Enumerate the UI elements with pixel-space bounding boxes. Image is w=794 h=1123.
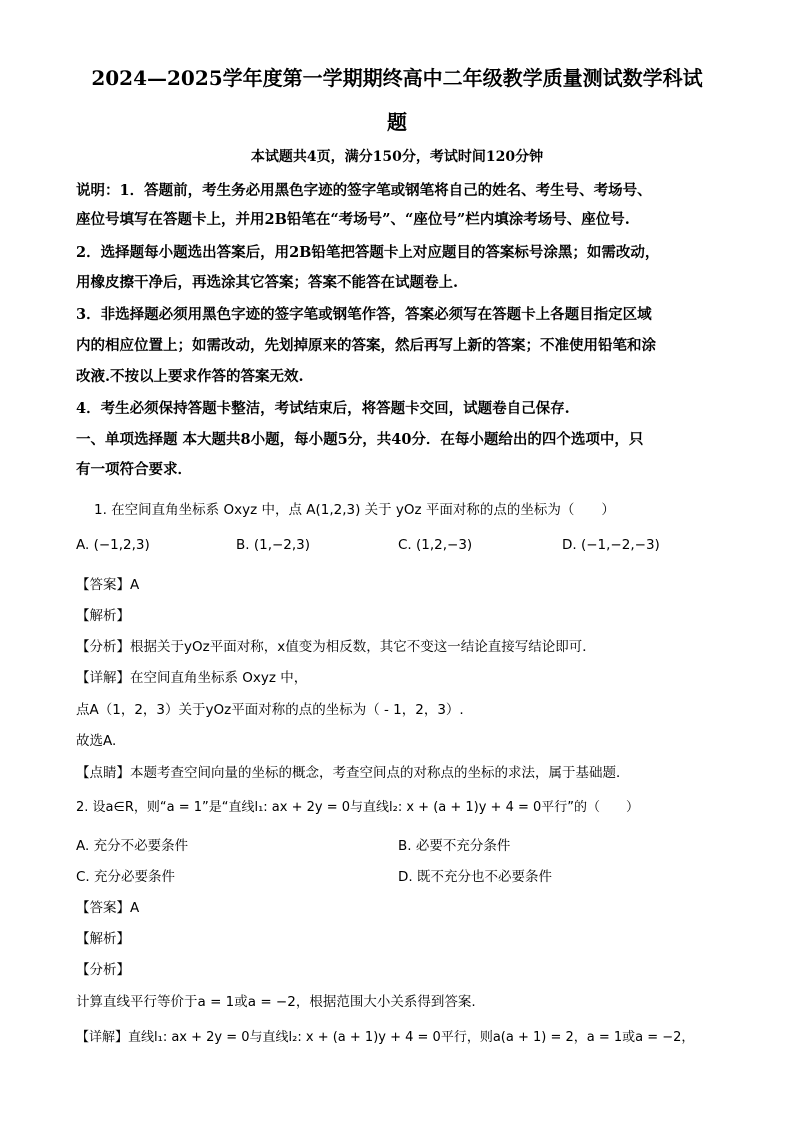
q1-xiangjie-3: 故选A. xyxy=(76,733,117,749)
instruction-line-7: 改液.不按以上要求作答的答案无效. xyxy=(76,368,304,385)
q1-xiangjie-1: 【详解】在空间直角坐标系 Oxyz 中， xyxy=(76,670,308,686)
q2-analysis-label: 【解析】 xyxy=(76,931,130,947)
q1-xiangjie-2: 点A（1，2，3）关于yOz平面对称的点的坐标为（ - 1，2，3）. xyxy=(76,702,464,718)
instruction-line-4: 用橡皮擦干净后，再选涂其它答案；答案不能答在试题卷上. xyxy=(76,274,459,291)
instruction-line-3: 2．选择题每小题选出答案后，用2B铅笔把答题卡上对应题目的答案标号涂黑；如需改动， xyxy=(76,244,660,261)
q1-stem: 1. 在空间直角坐标系 Oxyz 中，点 A(1,2,3) 关于 yOz 平面对称的点的坐标为（ ） xyxy=(94,502,615,518)
q2-answer: 【答案】A xyxy=(76,900,140,916)
q2-fenxi: 计算直线平行等价于a = 1或a = −2，根据范围大小关系得到答案. xyxy=(76,994,476,1010)
q1-option-b: B. (1,−2,3) xyxy=(236,537,311,553)
q1-option-d: D. (−1,−2,−3) xyxy=(562,537,660,553)
q1-option-a: A. (−1,2,3) xyxy=(76,537,150,553)
q2-stem: 2. 设a∈R，则“a = 1”是“直线l₁: ax + 2y = 0与直线l₂: x + (a + 1)y + 4 = 0平行”的（ ） xyxy=(76,800,640,815)
q2-fenxi-label: 【分析】 xyxy=(76,962,130,978)
exam-subtitle: 本试题共4页，满分150分，考试时间120分钟 xyxy=(250,149,544,165)
q2-option-d: D. 既不充分也不必要条件 xyxy=(398,869,552,885)
section-heading-line-2: 有一项符合要求． xyxy=(76,461,192,478)
q2-option-c: C. 充分必要条件 xyxy=(76,869,176,885)
instruction-line-2: 座位号填写在答题卡上，并用2B铅笔在“考场号”、“座位号”栏内填涂考场号、座位号. xyxy=(76,211,630,228)
q2-option-b: B. 必要不充分条件 xyxy=(398,838,511,854)
instruction-line-6: 内的相应位置上；如需改动，先划掉原来的答案，然后再写上新的答案；不准使用铅笔和涂 xyxy=(76,337,656,354)
exam-title-line1: 2024—2025学年度第一学期期终高中二年级教学质量测试数学科试 xyxy=(91,66,703,90)
q1-analysis-label: 【解析】 xyxy=(76,608,130,624)
instruction-line-1: 说明：1．答题前，考生务必用黑色字迹的签字笔或钢笔将自己的姓名、考生号、考场号、 xyxy=(76,182,652,199)
instruction-line-8: 4．考生必须保持答题卡整洁，考试结束后，将答题卡交回，试题卷自己保存. xyxy=(76,400,570,417)
q1-fenxi: 【分析】根据关于yOz平面对称，x值变为相反数，其它不变这一结论直接写结论即可． xyxy=(76,639,596,655)
q2-option-a: A. 充分不必要条件 xyxy=(76,838,189,854)
q2-xiangjie: 【详解】直线l₁: ax + 2y = 0与直线l₂: x + (a + 1)y + 4 = 0平行，则a(a + 1) = 2，a = 1或a = −2， xyxy=(76,1030,695,1045)
section-heading-line-1: 一、单项选择题 本大题共8小题，每小题5分，共40分．在每小题给出的四个选项中，只 xyxy=(76,431,644,448)
exam-title-line2: 题 xyxy=(387,110,407,134)
q1-option-c: C. (1,2,−3) xyxy=(398,537,473,553)
instruction-line-5: 3．非选择题必须用黑色字迹的签字笔或钢笔作答，答案必须写在答题卡上各题目指定区域 xyxy=(76,306,652,323)
q1-dianjing: 【点睛】本题考查空间向量的坐标的概念，考查空间点的对称点的坐标的求法，属于基础题． xyxy=(76,765,630,781)
q1-answer: 【答案】A xyxy=(76,577,140,593)
